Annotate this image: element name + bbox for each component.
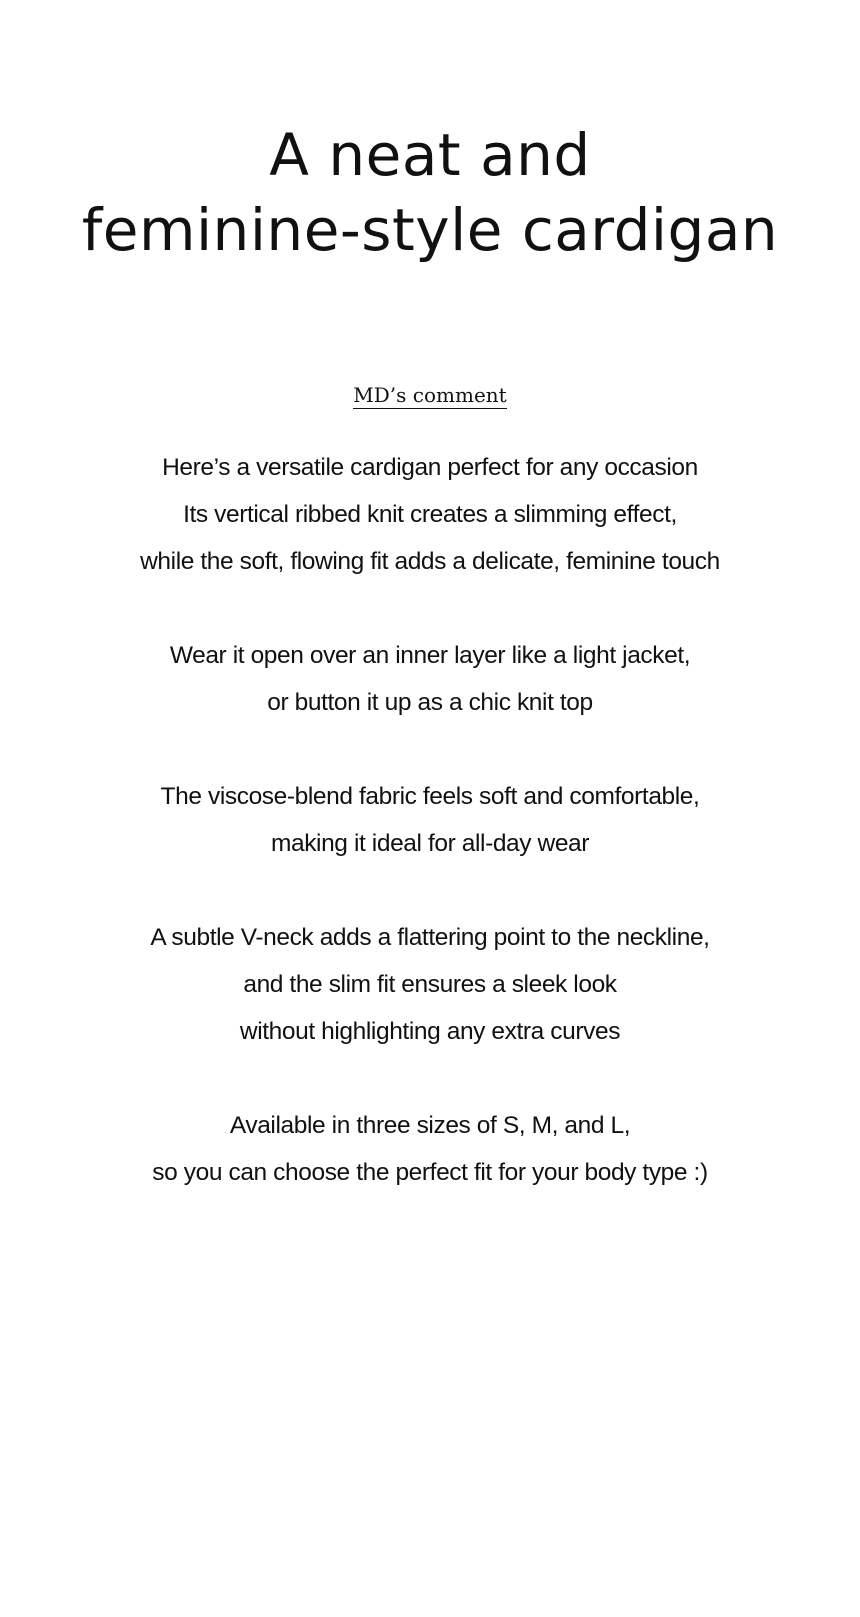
description-paragraph: [0, 1102, 860, 1196]
description-line: while the soft, flowing fit adds a delicate, feminine touch: [140, 548, 720, 575]
description-line: Available in three sizes of S, M, and L,: [229, 1112, 631, 1139]
description-line: The viscose-blend fabric feels soft and comfortable,: [160, 783, 700, 810]
description-paragraph: [0, 773, 860, 867]
description-line: or button it up as a chic knit top: [267, 689, 593, 716]
md-comment-heading: [0, 382, 860, 408]
description-line: A subtle V-neck adds a flattering point to the neckline,: [150, 924, 710, 951]
description-paragraph: [0, 632, 860, 726]
description-line: without highlighting any extra curves: [239, 1018, 621, 1045]
description-line: so you can choose the perfect fit for your body type :): [152, 1159, 708, 1186]
product-description: [0, 444, 860, 1243]
description-line: Here’s a versatile cardigan perfect for any occasion: [162, 454, 698, 481]
description-line: and the slim fit ensures a sleek look: [243, 971, 617, 998]
description-line: Its vertical ribbed knit creates a slimming effect,: [183, 501, 677, 528]
page-title-line-2: feminine-style cardigan: [81, 196, 779, 264]
description-paragraph: [0, 444, 860, 585]
description-paragraph: [0, 914, 860, 1055]
page-title-line-1: A neat and: [269, 121, 591, 189]
description-line: Wear it open over an inner layer like a light jacket,: [169, 642, 691, 669]
page-title: [0, 118, 860, 268]
description-line: making it ideal for all-day wear: [270, 830, 590, 857]
md-comment-label: MD’s comment: [353, 383, 507, 407]
